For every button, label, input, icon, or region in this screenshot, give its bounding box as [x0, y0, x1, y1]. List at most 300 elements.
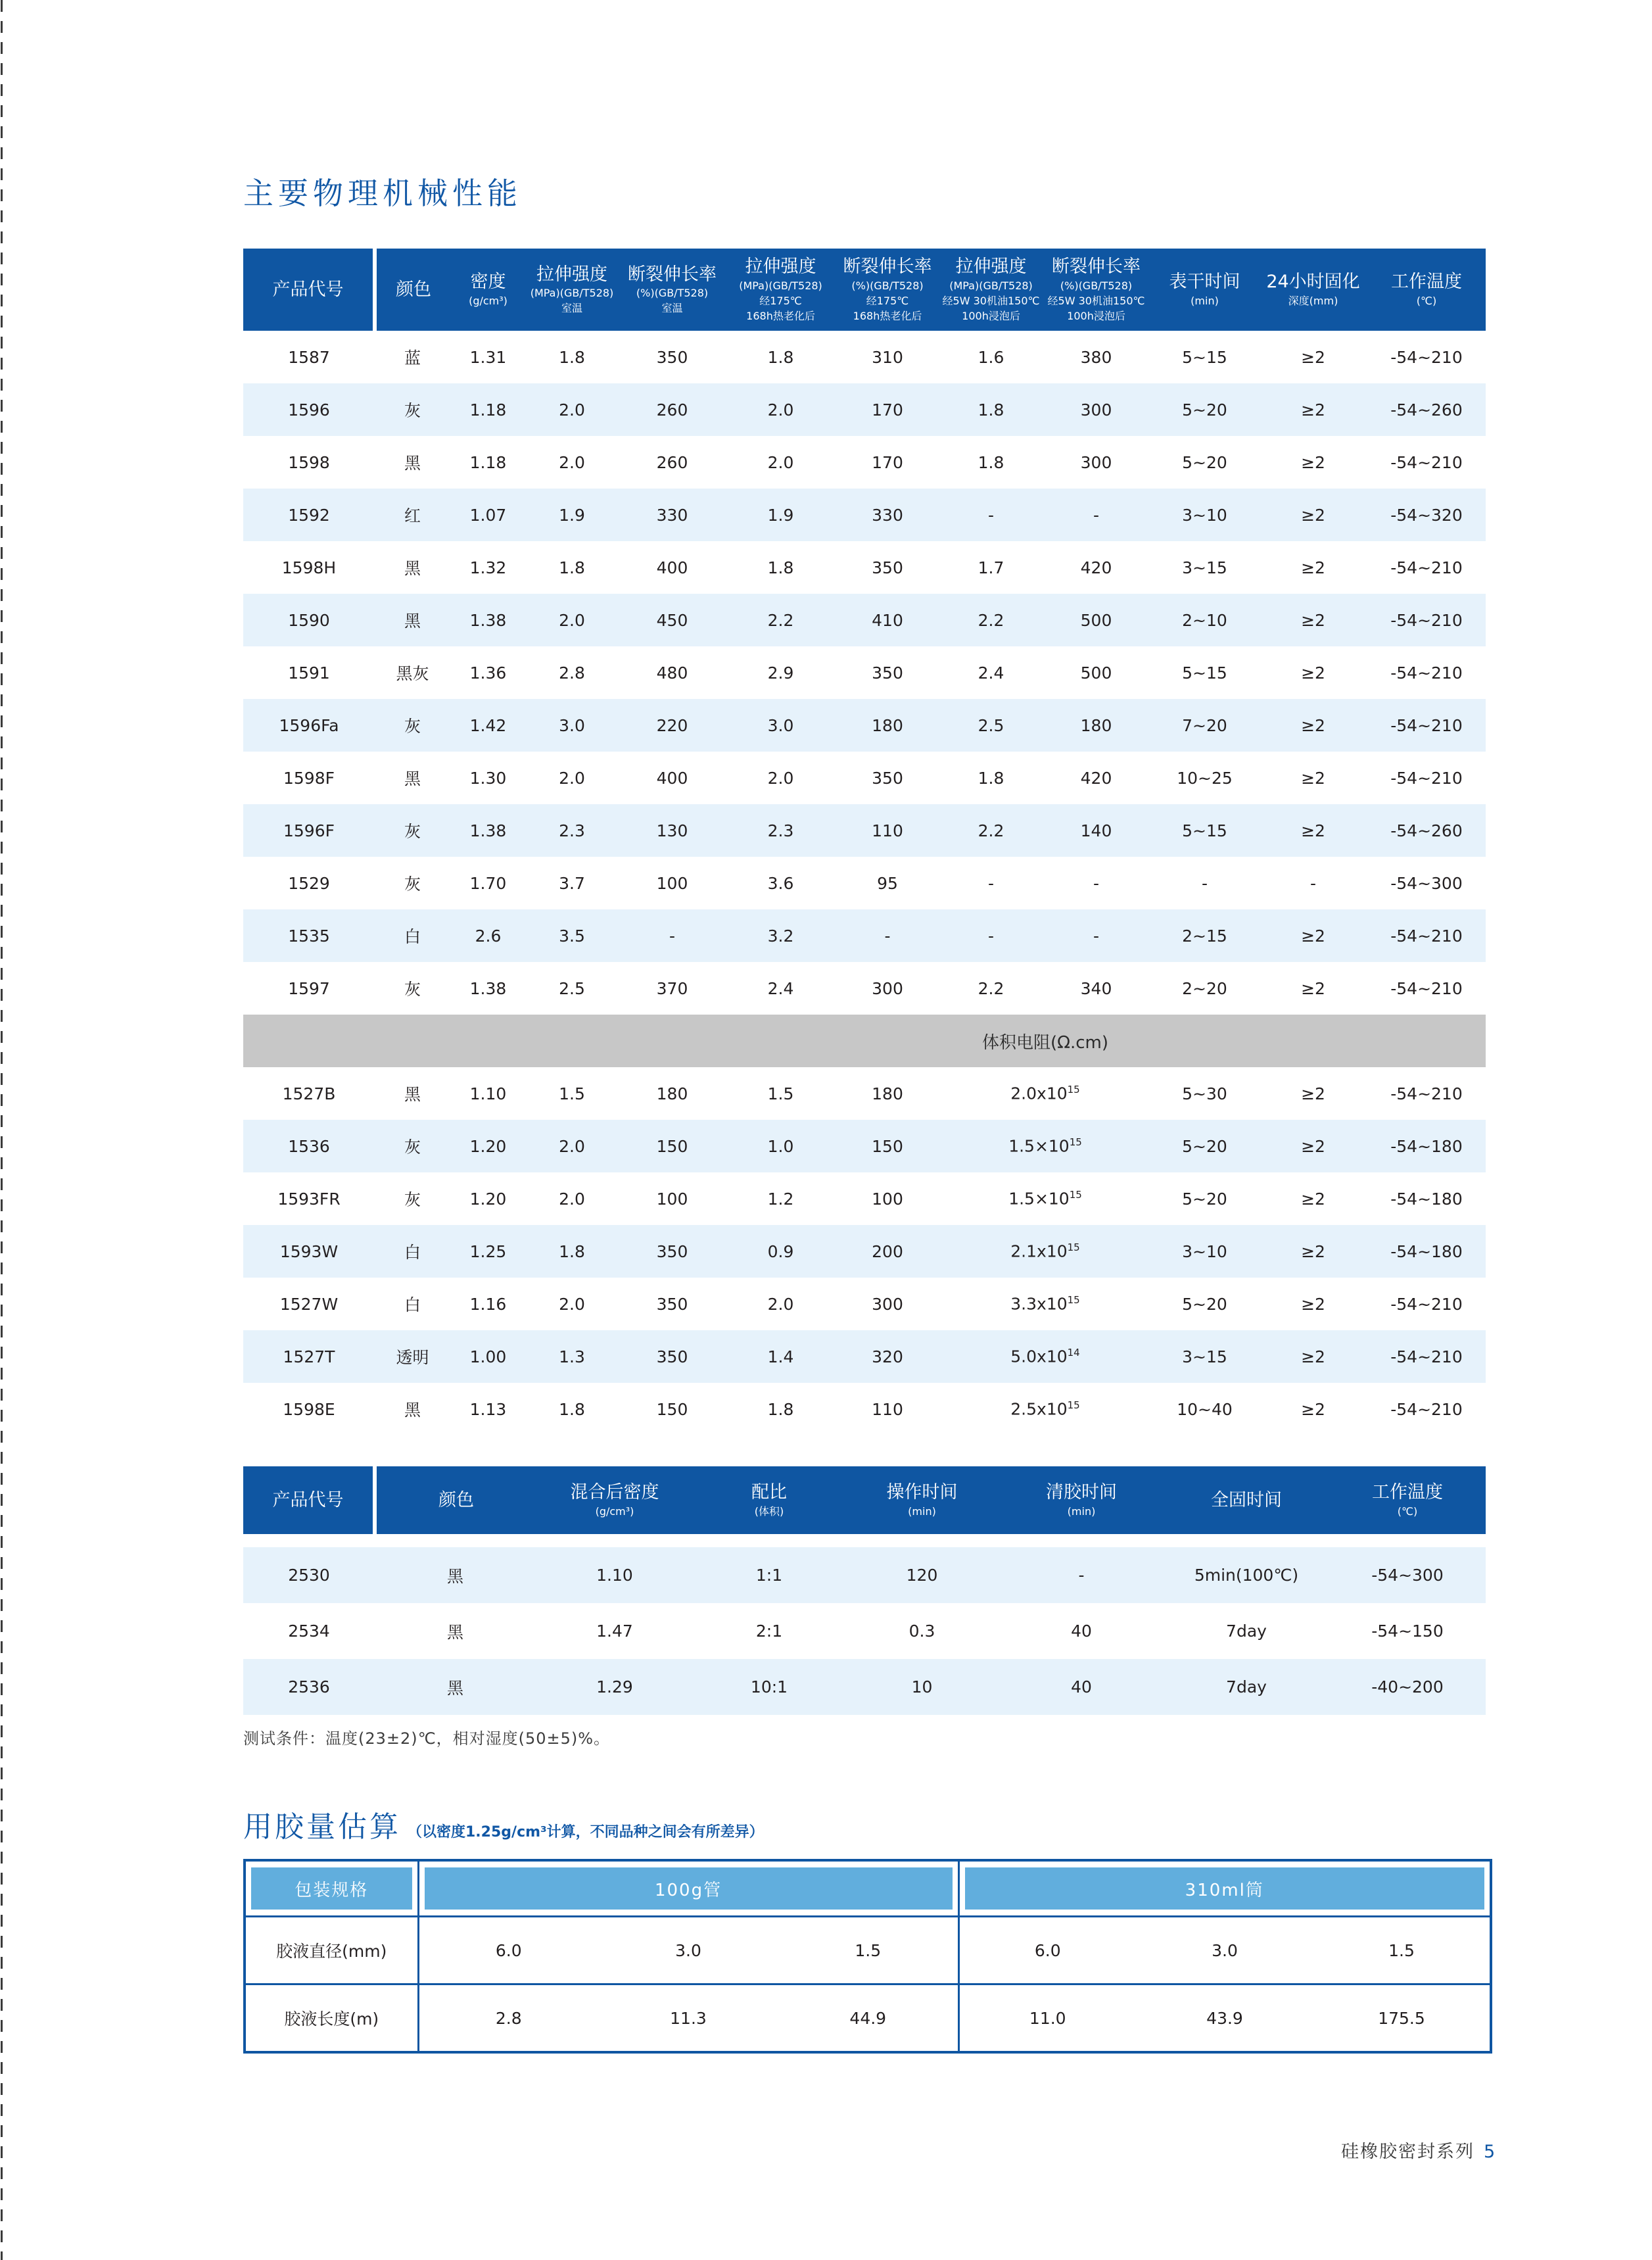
column-header-main: 操作时间 [886, 1482, 958, 1503]
column-header-main: 工作温度 [1391, 272, 1462, 293]
table-cell: -54~210 [1390, 1294, 1463, 1314]
table-cell: 黑 [375, 1659, 536, 1715]
column-header-sub: 经175℃ [759, 294, 802, 307]
table-cell: 1.5 [559, 1084, 585, 1103]
table-cell: 110 [835, 804, 940, 857]
table-cell: 2.3 [726, 804, 835, 857]
table-cell: 1.38 [450, 804, 526, 857]
table-cell: 10:1 [694, 1659, 845, 1715]
column-header-main: 配比 [751, 1482, 787, 1503]
column-header-main: 产品代号 [272, 279, 344, 300]
table-cell: 1529 [288, 873, 330, 893]
table-cell: 170 [872, 452, 903, 472]
table-cell: 1597 [288, 978, 330, 998]
table-cell: 95 [877, 873, 898, 893]
table-cell: 110 [872, 1399, 903, 1419]
glue-estimate-table [243, 1859, 1492, 2054]
table-cell: 2.0 [526, 1120, 618, 1172]
table-cell: 350 [656, 1294, 688, 1314]
header-row [243, 1466, 1486, 1534]
table-row [243, 489, 1486, 541]
table-cell: ≥2 [1301, 768, 1325, 788]
packaging-group-label: 310ml筒 [965, 1867, 1485, 1910]
table-cell: 350 [618, 1225, 726, 1278]
table-cell: -54~210 [1390, 452, 1463, 472]
table-cell: 5~20 [1182, 452, 1227, 472]
table-cell: 2.0 [526, 594, 618, 646]
table-cell: 5~20 [1150, 1120, 1259, 1172]
table-cell: 40 [999, 1659, 1164, 1715]
column-header-main: 颜色 [438, 1489, 474, 1510]
table-cell: 白 [375, 909, 450, 962]
column-header-sub: (g/cm³) [595, 1504, 634, 1518]
table-cell: 1.13 [469, 1399, 507, 1419]
table-cell: - [1093, 873, 1100, 893]
table-cell: 1587 [288, 347, 330, 367]
row-label: 胶液长度(m) [245, 1984, 418, 2053]
table-cell: - [1042, 489, 1150, 541]
table-cell: 1593FR [277, 1189, 341, 1209]
column-header-sub: (%)(GB/T528) [1060, 279, 1133, 292]
table-cell: 2.0 [767, 1294, 794, 1314]
column-header [536, 1466, 694, 1534]
column-header [618, 249, 726, 331]
two-component-table-header [243, 1466, 1486, 1534]
table-cell: 蓝 [404, 349, 421, 368]
table-cell: 1.8 [559, 558, 585, 577]
table-cell: ≥2 [1301, 978, 1325, 998]
table-cell: 5min(100℃) [1164, 1547, 1329, 1603]
table-row [243, 857, 1486, 909]
page-title: 主要物理机械性能 [243, 176, 522, 211]
table-cell: 100 [656, 1189, 688, 1209]
table-cell: 200 [835, 1225, 940, 1278]
table-cell: 350 [872, 558, 903, 577]
table-cell: 1.8 [767, 347, 794, 367]
table-cell: 1.70 [469, 873, 507, 893]
table-cell: 330 [835, 489, 940, 541]
table-cell: ≥2 [1259, 699, 1367, 752]
table-row [243, 1603, 1486, 1659]
packaging-header-row [245, 1860, 1491, 1917]
table-cell: 5~15 [1182, 663, 1227, 683]
table-cell: ≥2 [1259, 1330, 1367, 1383]
table-cell: - [940, 909, 1042, 962]
table-cell: 1591 [288, 663, 330, 683]
table-cell: 3.6 [767, 873, 794, 893]
table-cell: 310 [872, 347, 903, 367]
table-cell: 300 [872, 1294, 903, 1314]
table-cell: - [1042, 909, 1150, 962]
table-cell: -54~210 [1390, 978, 1463, 998]
column-header-main: 24小时固化 [1266, 272, 1360, 293]
table-cell: 1.8 [559, 347, 585, 367]
table-cell: 500 [1080, 663, 1112, 683]
column-header-main: 拉伸强度 [745, 256, 816, 277]
table-cell: 灰 [404, 875, 421, 894]
table-cell: 350 [872, 768, 903, 788]
column-header-sub: 深度(mm) [1288, 294, 1338, 307]
table-cell: 340 [1080, 978, 1112, 998]
test-conditions-note: 测试条件：温度(23±2)℃，相对湿度(50±5)%。 [243, 1729, 611, 1748]
table-cell: 2.9 [767, 663, 794, 683]
column-header [694, 1466, 845, 1534]
column-header [1164, 1466, 1329, 1534]
column-header-sub: 168h热老化后 [746, 309, 815, 322]
packaging-spec-header [245, 1860, 418, 1917]
table-cell: 2.0 [726, 383, 835, 436]
table-cell: -54~150 [1371, 1622, 1444, 1641]
column-header [940, 249, 1042, 331]
column-header-sub: (min) [1067, 1504, 1096, 1518]
table-cell: 2.2 [940, 594, 1042, 646]
table-cell: 5~20 [1150, 383, 1259, 436]
column-header [450, 249, 526, 331]
table-cell: ≥2 [1259, 594, 1367, 646]
table-cell: 450 [618, 594, 726, 646]
table-cell: 350 [872, 663, 903, 683]
table-cell: 180 [835, 699, 940, 752]
table-cell: 330 [618, 489, 726, 541]
table-cell: 1592 [243, 489, 375, 541]
table-row [243, 1067, 1486, 1120]
table-cell: - [1310, 873, 1317, 893]
table-cell: 1.8 [526, 1225, 618, 1278]
table-cell: 1.8 [940, 383, 1042, 436]
table-cell: -54~210 [1390, 347, 1463, 367]
column-header [999, 1466, 1164, 1534]
table-cell: 1596 [243, 383, 375, 436]
table-cell: 1.10 [536, 1547, 694, 1603]
table-cell: $5.0x10^{14}$ [940, 1330, 1150, 1383]
table-row [243, 962, 1486, 1015]
table-cell: 2~20 [1182, 978, 1227, 998]
table-cell: 2.0 [559, 768, 585, 788]
table-cell: 黑 [404, 454, 421, 473]
table-cell: -54~300 [1390, 873, 1463, 893]
table-cell: 180 [872, 1084, 903, 1103]
table-cell: 5~15 [1150, 804, 1259, 857]
column-header [726, 249, 835, 331]
table-cell: ≥2 [1259, 383, 1367, 436]
column-header-main: 工作温度 [1372, 1482, 1443, 1503]
table-cell: 3~15 [1150, 1330, 1259, 1383]
column-header [375, 249, 450, 331]
table-cell: -54~260 [1367, 383, 1486, 436]
table-cell: 1.31 [469, 347, 507, 367]
table-row [243, 594, 1486, 646]
table-row [243, 752, 1486, 804]
table-cell: 3~10 [1150, 1225, 1259, 1278]
table-cell: 1.2 [767, 1189, 794, 1209]
table-cell: -54~300 [1329, 1547, 1486, 1603]
table-cell: 260 [656, 452, 688, 472]
table-cell: 3~15 [1182, 558, 1227, 577]
column-header-sub: 100h浸泡后 [1067, 309, 1125, 322]
table-cell: 黑 [404, 1085, 421, 1104]
table-cell: -54~210 [1367, 699, 1486, 752]
table-cell: 150 [835, 1120, 940, 1172]
table-cell: 260 [618, 383, 726, 436]
table-cell: 380 [1080, 347, 1112, 367]
table-cell: 100 [656, 873, 688, 893]
table-cell: 3.0 [1136, 1917, 1313, 1984]
table-cell: 400 [656, 558, 688, 577]
column-header-main: 拉伸强度 [536, 264, 607, 285]
table-cell: 2.2 [940, 804, 1042, 857]
table-cell: 410 [835, 594, 940, 646]
table-cell: ≥2 [1259, 909, 1367, 962]
table-cell: 2.0 [559, 452, 585, 472]
table-cell: 1.42 [450, 699, 526, 752]
table-cell: ≥2 [1301, 347, 1325, 367]
table-cell: 1.16 [469, 1294, 507, 1314]
table-cell: 1598H [281, 558, 337, 577]
table-cell: -54~180 [1367, 1225, 1486, 1278]
table-cell: 2530 [243, 1547, 375, 1603]
table-cell: 5~20 [1182, 1294, 1227, 1314]
table-cell: 180 [656, 1084, 688, 1103]
table-cell: 400 [656, 768, 688, 788]
properties-table-body [243, 331, 1486, 1435]
table-cell: 7day [1226, 1622, 1267, 1641]
table-row [243, 1383, 1486, 1435]
table-cell: 1.00 [450, 1330, 526, 1383]
column-header-main: 表干时间 [1169, 272, 1240, 293]
two-component-table [243, 1466, 1486, 1715]
table-cell: - [999, 1547, 1164, 1603]
table-cell: 1.5 [767, 1084, 794, 1103]
row-label: 胶液直径(mm) [245, 1917, 418, 1984]
table-cell: 1.9 [526, 489, 618, 541]
table-cell: $1.5\times 10^{15}$ [1008, 1189, 1082, 1209]
table-cell: ≥2 [1301, 1189, 1325, 1209]
band-filler [243, 1015, 940, 1067]
table-cell: 1.20 [450, 1120, 526, 1172]
table-cell: 40 [1071, 1622, 1092, 1641]
table-cell: 44.9 [778, 1984, 958, 2053]
table-cell: 黑 [404, 769, 421, 788]
table-cell: 3.0 [526, 699, 618, 752]
column-header [243, 1466, 375, 1534]
volume-resistance-label: 体积电阻(Ω.cm) [940, 1015, 1150, 1067]
table-cell: 5~15 [1182, 347, 1227, 367]
table-cell: 1598 [288, 452, 330, 472]
table-cell: 灰 [375, 699, 450, 752]
column-header-sub: (%)(GB/T528) [851, 279, 924, 292]
table-cell: 1:1 [694, 1547, 845, 1603]
table-row [243, 699, 1486, 752]
table-cell: 2.4 [978, 663, 1004, 683]
table-cell: 11.0 [958, 1984, 1136, 2053]
table-row [243, 541, 1486, 594]
column-header-sub: 室温 [561, 302, 582, 315]
table-cell: 130 [618, 804, 726, 857]
table-cell: 1527T [243, 1330, 375, 1383]
table-cell: 43.9 [1136, 1984, 1313, 2053]
table-cell: 420 [1080, 558, 1112, 577]
column-header-main: 密度 [470, 272, 506, 293]
table-cell: -54~210 [1390, 663, 1463, 683]
table-cell: 320 [835, 1330, 940, 1383]
table-cell: 10 [845, 1659, 999, 1715]
column-header-sub: (MPa)(GB/T528) [739, 279, 822, 292]
table-cell: 11.3 [598, 1984, 778, 2053]
table-cell: 300 [1080, 452, 1112, 472]
table-cell: 红 [375, 489, 450, 541]
table-cell: 灰 [375, 1120, 450, 1172]
column-header-sub: (体积) [754, 1504, 784, 1518]
table-cell: $2.1x10^{15}$ [940, 1225, 1150, 1278]
table-row [243, 1278, 1486, 1330]
table-row [243, 1172, 1486, 1225]
table-cell: 1598F [283, 768, 335, 788]
table-cell: ≥2 [1259, 1225, 1367, 1278]
table-cell: 300 [872, 978, 903, 998]
table-cell: 2.0 [526, 383, 618, 436]
table-row [243, 646, 1486, 699]
table-cell: 7day [1164, 1659, 1329, 1715]
table-cell: - [1201, 873, 1208, 893]
table-cell: - [940, 489, 1042, 541]
table-cell: ≥2 [1301, 1399, 1325, 1419]
table-cell: 黑 [404, 1401, 421, 1420]
header-row [243, 249, 1486, 331]
column-header-main: 清胶时间 [1046, 1482, 1117, 1503]
table-cell: 3.0 [598, 1917, 778, 1984]
volume-resistance-band [243, 1015, 1486, 1067]
column-header-sub: 168h热老化后 [853, 309, 922, 322]
table-cell: -54~210 [1390, 768, 1463, 788]
table-cell: 1.29 [536, 1659, 694, 1715]
column-header-main: 断裂伸长率 [628, 264, 717, 285]
column-header-main: 断裂伸长率 [843, 256, 932, 277]
table-cell: 1.47 [596, 1622, 633, 1641]
band-filler [1150, 1015, 1486, 1067]
table-cell: 1.8 [767, 558, 794, 577]
table-cell: 2:1 [755, 1622, 783, 1641]
table-cell: 2.0 [559, 1294, 585, 1314]
table-row [243, 1330, 1486, 1383]
column-header-main: 断裂伸长率 [1052, 256, 1141, 277]
table-cell: 1590 [243, 594, 375, 646]
table-cell: 1.10 [469, 1084, 507, 1103]
table-cell: - [835, 909, 940, 962]
table-cell: 2536 [243, 1659, 375, 1715]
table-cell: 1596Fa [243, 699, 375, 752]
column-header-sub: 100h浸泡后 [962, 309, 1020, 322]
table-cell: 1.8 [767, 1399, 794, 1419]
table-cell: 180 [1042, 699, 1150, 752]
column-header [1367, 249, 1486, 331]
table-cell: 2.3 [526, 804, 618, 857]
table-cell: -54~180 [1367, 1120, 1486, 1172]
table-cell: 7~20 [1150, 699, 1259, 752]
column-header-sub: (℃) [1397, 1504, 1418, 1518]
table-cell: 1.7 [978, 558, 1004, 577]
table-cell: 1598E [283, 1399, 335, 1419]
table-cell: 150 [656, 1399, 688, 1419]
table-cell: 1.8 [559, 1399, 585, 1419]
table-cell: 灰 [404, 980, 421, 999]
table-cell: 1.9 [726, 489, 835, 541]
page-footer [1341, 2137, 1496, 2163]
table-cell: 2534 [288, 1622, 330, 1641]
table-cell: 170 [835, 383, 940, 436]
column-header-sub: (MPa)(GB/T528) [949, 279, 1033, 292]
packaging-group-header [418, 1860, 958, 1917]
table-cell: 2.8 [559, 663, 585, 683]
table-cell: -54~320 [1367, 489, 1486, 541]
table-cell: 1.32 [469, 558, 507, 577]
table-cell: 黑 [375, 594, 450, 646]
table-row [243, 909, 1486, 962]
table-cell: -54~180 [1390, 1189, 1463, 1209]
table-cell: 1.8 [978, 452, 1004, 472]
table-cell: 2~10 [1150, 594, 1259, 646]
perforation-dashes [1, 0, 3, 2260]
table-cell: ≥2 [1301, 452, 1325, 472]
glue-estimate-section-title [243, 1803, 764, 1845]
table-cell: 150 [618, 1120, 726, 1172]
column-header-main: 混合后密度 [570, 1482, 659, 1503]
table-cell: 3.2 [726, 909, 835, 962]
table-row [245, 1917, 1491, 1984]
column-header [1329, 1466, 1486, 1534]
table-cell: 5~20 [1182, 1189, 1227, 1209]
table-cell: 300 [1042, 383, 1150, 436]
table-cell: 420 [1080, 768, 1112, 788]
glue-estimate-table-body [245, 1860, 1491, 2052]
column-header-sub: (%)(GB/T528) [636, 287, 709, 300]
packaging-group-header [958, 1860, 1491, 1917]
table-cell: 1.0 [726, 1120, 835, 1172]
table-row [243, 1120, 1486, 1172]
table-cell: $2.0x10^{15}$ [1010, 1084, 1080, 1103]
table-cell: ≥2 [1301, 1084, 1325, 1103]
table-cell: -54~210 [1390, 1084, 1463, 1103]
column-header-sub: (min) [908, 1504, 936, 1518]
table-cell: 1.5 [778, 1917, 958, 1984]
column-header-sub: 经5W 30机油150℃ [1047, 294, 1145, 307]
table-cell: 370 [656, 978, 688, 998]
table-cell: 2~15 [1150, 909, 1259, 962]
table-cell: 1.20 [469, 1189, 507, 1209]
table-cell: 5~30 [1182, 1084, 1227, 1103]
table-row [243, 331, 1486, 383]
table-cell: 1.6 [978, 347, 1004, 367]
table-cell: ≥2 [1259, 489, 1367, 541]
table-cell: 1.30 [469, 768, 507, 788]
table-cell: 2.2 [978, 978, 1004, 998]
section-title-text: 用胶量估算 [243, 1810, 401, 1844]
column-header [845, 1466, 999, 1534]
table-row [243, 1547, 1486, 1603]
table-cell: ≥2 [1301, 663, 1325, 683]
table-cell: 1.25 [450, 1225, 526, 1278]
table-cell: 2.6 [450, 909, 526, 962]
table-cell: 350 [656, 347, 688, 367]
table-cell: 1.5 [1313, 1917, 1491, 1984]
table-row [243, 1225, 1486, 1278]
column-header-main: 全固时间 [1211, 1489, 1282, 1510]
spacer-cell [243, 1534, 1486, 1547]
table-cell: $3.3x10^{15}$ [1010, 1294, 1080, 1314]
table-cell: 120 [845, 1547, 999, 1603]
table-cell: 10~40 [1177, 1399, 1233, 1419]
table-cell: 3~10 [1150, 489, 1259, 541]
column-header [835, 249, 940, 331]
